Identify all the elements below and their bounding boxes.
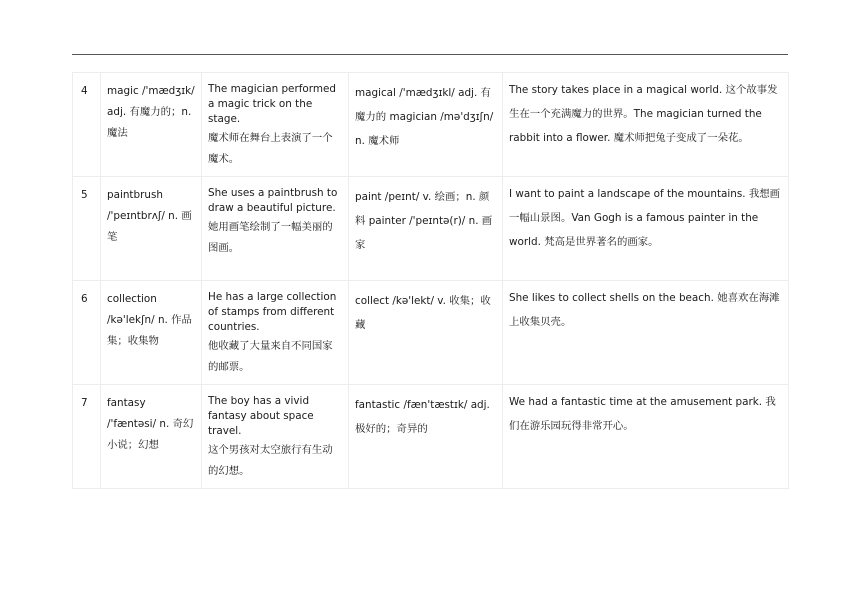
example-cell xyxy=(202,177,349,281)
example-english: She uses a paintbrush to draw a beautiful picture. xyxy=(208,187,338,214)
example-cell xyxy=(202,281,349,385)
derived-words-cell: collect /kə'lekt/ v. 收集；收藏 xyxy=(349,281,503,385)
example-cell xyxy=(202,73,349,177)
entry-number: 7 xyxy=(73,385,101,489)
entry-number: 5 xyxy=(73,177,101,281)
vocabulary-table xyxy=(72,72,789,489)
example-chinese: 她用画笔绘制了一幅美丽的图画。 xyxy=(208,221,333,254)
headword-cell: fantasy /'fæntəsi/ n. 奇幻小说；幻想 xyxy=(101,385,202,489)
derived-example-cell: She likes to collect shells on the beach. 她喜欢在海滩上收集贝壳。 xyxy=(503,281,789,385)
example-english: He has a large collection of stamps from different countries. xyxy=(208,291,337,333)
table-row xyxy=(73,281,789,385)
derived-words-cell: paint /peɪnt/ v. 绘画；n. 颜料 painter /'peɪntə(r)/ n. 画家 xyxy=(349,177,503,281)
table-row xyxy=(73,73,789,177)
table-row xyxy=(73,385,789,489)
entry-number: 4 xyxy=(73,73,101,177)
derived-example-cell: I want to paint a landscape of the mountains. 我想画一幅山景图。Van Gogh is a famous painter in the world. 梵高是世界著名的画家。 xyxy=(503,177,789,281)
derived-words-cell: magical /'mædʒɪkl/ adj. 有魔力的 magician /mə'dʒɪʃn/ n. 魔术师 xyxy=(349,73,503,177)
headword-cell: collection /kə'lekʃn/ n. 作品集；收集物 xyxy=(101,281,202,385)
header-rule xyxy=(72,54,788,55)
example-chinese: 这个男孩对太空旅行有生动的幻想。 xyxy=(208,444,333,477)
headword-cell: paintbrush /'peɪntbrʌʃ/ n. 画笔 xyxy=(101,177,202,281)
derived-example-cell: We had a fantastic time at the amusement park. 我们在游乐园玩得非常开心。 xyxy=(503,385,789,489)
example-english: The magician performed a magic trick on the stage. xyxy=(208,83,336,125)
entry-number: 6 xyxy=(73,281,101,385)
example-english: The boy has a vivid fantasy about space travel. xyxy=(208,395,314,437)
example-cell xyxy=(202,385,349,489)
table-row xyxy=(73,177,789,281)
derived-words-cell: fantastic /fæn'tæstɪk/ adj. 极好的；奇异的 xyxy=(349,385,503,489)
example-chinese: 他收藏了大量来自不同国家的邮票。 xyxy=(208,340,333,373)
example-chinese: 魔术师在舞台上表演了一个魔术。 xyxy=(208,132,333,165)
headword-cell: magic /'mædʒɪk/ adj. 有魔力的；n. 魔法 xyxy=(101,73,202,177)
derived-example-cell: The story takes place in a magical world. 这个故事发生在一个充满魔力的世界。The magician turned the rabbit into a flower. 魔术师把兔子变成了一朵花。 xyxy=(503,73,789,177)
